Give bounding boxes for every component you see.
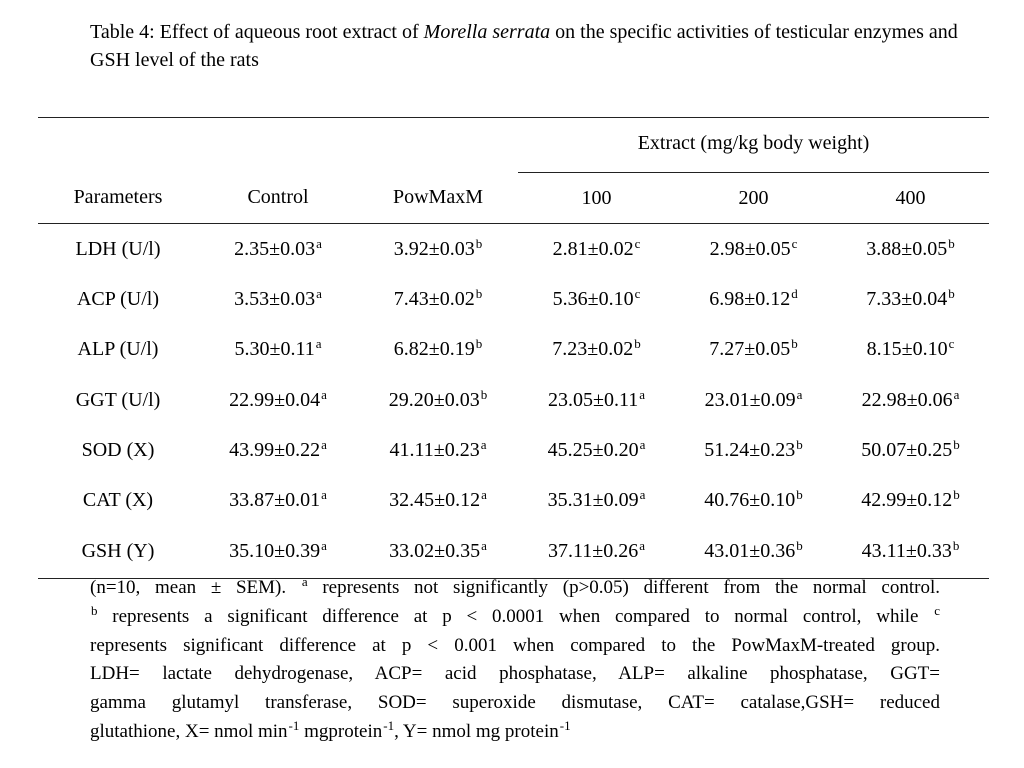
header-row-group [38,118,989,173]
value-cell [832,475,989,525]
footnote-text: glutathione, X= nmol min [90,720,288,742]
column-header: Control [198,173,358,224]
value-cell [832,425,989,475]
significance-superscript: b [480,386,488,402]
significance-superscript: a [796,386,803,402]
significance-superscript: b [634,336,641,352]
extract-group-header: Extract (mg/kg body weight) [518,118,989,173]
table-row [38,375,989,425]
cell-value: 37.11±0.26 [547,540,639,563]
results-table-area [38,117,989,579]
significance-superscript: a [639,436,646,452]
table-body [38,224,989,579]
header-row-columns [38,173,989,224]
value-cell [675,325,832,375]
parameter-cell: GGT (U/l) [75,388,161,411]
value-cell [518,224,675,275]
significance-superscript: b [952,538,960,554]
column-header: PowMaxM [358,173,518,224]
parameter-cell: ACP (U/l) [76,287,160,310]
parameter-cell: GSH (Y) [38,526,198,579]
significance-superscript: b [953,436,960,452]
cell-value: 29.20±0.03 [388,388,480,411]
footnote-superscript: a [301,574,308,589]
cell-value: 5.36±0.10 [552,287,634,310]
value-cell [675,224,832,275]
value-cell [675,274,832,324]
column-header: Parameters [38,173,198,224]
cell-value: 5.30±0.11 [234,338,315,361]
significance-superscript: b [953,487,960,503]
significance-superscript: d [791,285,798,301]
significance-superscript: a [316,235,322,251]
value-cell [518,274,675,324]
column-header: 400 [832,173,989,224]
cell-value: 3.92±0.03 [393,237,475,260]
parameter-cell: LDH (U/l) [75,237,161,260]
footnote-superscript: -1 [288,717,300,733]
cell-value: 43.11±0.33 [861,540,952,563]
cell-value: 43.01±0.36 [704,540,796,563]
cell-value: 43.99±0.22 [229,438,321,461]
table-footnotes [90,574,940,747]
cell-value: 2.81±0.02 [552,237,634,260]
significance-superscript: a [480,436,487,452]
value-cell [358,224,518,275]
cell-value: 3.88±0.05 [866,237,948,260]
significance-superscript: a [481,487,487,503]
footnote-superscript: b [91,602,98,618]
footnote-superscript: c [934,602,940,618]
footnote-line: LDH= lactate dehydrogenase, ACP= acid phosphatase, ALP= alkaline phosphatase, GGT= [90,663,940,685]
significance-superscript: a [639,487,646,503]
table-row [38,526,989,579]
footnote-text: represents not significantly (p>0.05) different from the normal control. [307,577,940,598]
footnote-superscript: -1 [383,717,395,733]
cell-value: 22.98±0.06 [861,388,953,411]
cell-value: 40.76±0.10 [704,489,796,512]
footnote-line [90,603,940,632]
value-cell [198,325,358,375]
significance-superscript: b [791,336,798,352]
value-cell [358,425,518,475]
caption-suffix: on the specific activities of testicular enzymes and GSH level of the rats [90,21,958,71]
cell-value: 42.99±0.12 [861,489,953,512]
significance-superscript: c [634,235,641,251]
significance-superscript: a [321,386,327,402]
significance-superscript: a [953,386,960,402]
value-cell [675,526,832,579]
cell-value: 6.82±0.19 [393,338,475,361]
table-row [38,325,989,375]
value-cell [198,475,358,525]
footnote-text: (n=10, mean ± SEM). [90,577,301,598]
value-cell [358,375,518,425]
caption-prefix: Table 4: Effect of aqueous root extract of [90,21,424,43]
significance-superscript: b [796,487,803,503]
cell-value: 8.15±0.10 [866,338,948,361]
footnote-line: gamma glutamyl transferase, SOD= superoxide dismutase, CAT= catalase,GSH= reduced [90,692,940,714]
value-cell [198,224,358,275]
value-cell [675,425,832,475]
cell-value: 7.27±0.05 [709,338,791,361]
value-cell [832,224,989,275]
cell-value: 32.45±0.12 [389,489,481,512]
cell-value: 45.25±0.20 [547,438,639,461]
significance-superscript: b [475,285,483,301]
significance-superscript: b [796,538,803,554]
cell-value: 23.05±0.11 [547,388,639,411]
footnote-line: represents significant difference at p < 0.001 when compared to the PowMaxM-treated group. [90,634,940,656]
significance-superscript: b [796,436,803,452]
cell-value: 6.98±0.12 [709,287,791,310]
table-row [38,224,989,275]
table-row [38,475,989,525]
value-cell [358,325,518,375]
value-cell [675,475,832,525]
parameter-cell: CAT (X) [82,489,154,512]
cell-value: 7.23±0.02 [552,338,634,361]
value-cell [832,375,989,425]
significance-superscript: b [948,235,955,251]
value-cell [832,274,989,324]
cell-value: 2.98±0.05 [709,237,791,260]
significance-superscript: a [316,285,322,301]
cell-value: 7.43±0.02 [393,287,475,310]
value-cell [675,375,832,425]
cell-value: 2.35±0.03 [234,237,316,260]
cell-value: 3.53±0.03 [234,287,316,310]
value-cell [358,475,518,525]
significance-superscript: c [634,285,641,301]
value-cell [518,475,675,525]
value-cell [198,274,358,324]
table-row [38,425,989,475]
significance-superscript: b [948,285,955,301]
cell-value: 23.01±0.09 [704,388,796,411]
footnote-line [90,574,940,603]
cell-value: 51.24±0.23 [704,438,796,461]
value-cell [832,526,989,579]
value-cell [358,274,518,324]
parameter-cell: SOD (X) [81,438,155,461]
footnote-text: , Y= nmol mg protein [394,720,559,742]
significance-superscript: a [481,538,487,554]
results-table [38,117,989,579]
value-cell [198,526,358,579]
significance-superscript: b [475,235,483,251]
cell-value: 22.99±0.04 [229,388,321,411]
footnote-text: mgprotein [299,720,383,742]
significance-superscript: c [948,336,955,352]
cell-value: 35.31±0.09 [547,489,639,512]
caption-species: Morella serrata [423,21,551,43]
significance-superscript: b [475,336,483,352]
significance-superscript: c [791,235,798,251]
table-row [38,274,989,324]
value-cell [198,425,358,475]
footnote-superscript: -1 [559,717,571,733]
significance-superscript: a [321,436,327,452]
cell-value: 35.10±0.39 [229,540,321,563]
cell-value: 41.11±0.23 [389,438,480,461]
column-header: 200 [675,173,832,224]
value-cell [832,325,989,375]
footnote-line [90,718,940,747]
cell-value: 7.33±0.04 [866,287,948,310]
footnote-text: represents a significant difference at p < 0.0001 when compared to normal control, while [97,605,934,627]
cell-value: 33.87±0.01 [229,489,321,512]
cell-value: 50.07±0.25 [861,438,953,461]
table-caption [90,18,970,74]
significance-superscript: a [321,487,327,503]
value-cell [518,425,675,475]
value-cell [518,526,675,579]
value-cell [358,526,518,579]
significance-superscript: a [315,336,322,352]
significance-superscript: a [639,538,645,554]
value-cell [198,375,358,425]
value-cell [518,375,675,425]
significance-superscript: a [639,386,645,402]
cell-value: 33.02±0.35 [389,540,481,563]
value-cell [518,325,675,375]
significance-superscript: a [321,538,327,554]
column-header: 100 [518,173,675,224]
parameter-cell: ALP (U/l) [77,338,159,361]
